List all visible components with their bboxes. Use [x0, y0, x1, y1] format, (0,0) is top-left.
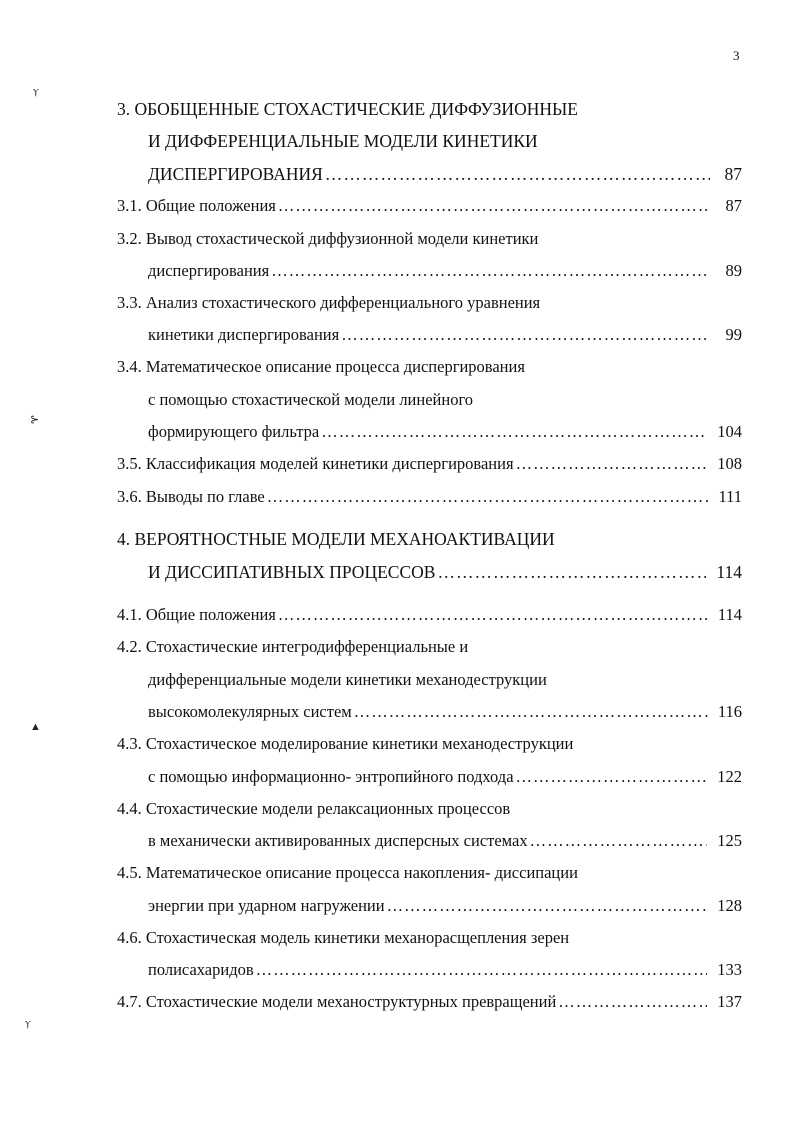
toc-entry[interactable] [117, 196, 742, 216]
toc-entry[interactable] [148, 164, 742, 184]
toc-page-number: 108 [717, 454, 742, 473]
dot-leader [325, 164, 710, 184]
toc-page-number: 125 [717, 831, 742, 850]
toc-entry[interactable] [148, 767, 742, 787]
toc-entry-text: 4.4. Стохастические модели релаксационных процессов [117, 799, 511, 818]
margin-mark: ⲩ [25, 1017, 31, 1029]
toc-entry-text: высокомолекулярных систем [148, 702, 352, 721]
toc-page-number: 116 [717, 702, 742, 721]
toc-entry-text: 4.1. Общие положения [117, 605, 276, 624]
dot-leader [278, 196, 710, 216]
toc-entry[interactable] [117, 863, 742, 883]
toc-entry[interactable] [117, 928, 742, 948]
toc-entry-text: 4. ВЕРОЯТНОСТНЫЕ МОДЕЛИ МЕХАНОАКТИВАЦИИ [117, 529, 555, 549]
dot-leader [278, 605, 708, 625]
toc-entry-text: 3.3. Анализ стохастического дифференциального уравнения [117, 293, 541, 312]
toc-page-number: 87 [724, 164, 742, 184]
toc-entry-text: 3. ОБОБЩЕННЫЕ СТОХАСТИЧЕСКИЕ ДИФФУЗИОННЫЕ [117, 99, 578, 119]
toc-entry-text: с помощью стохастической модели линейного [148, 390, 474, 409]
toc-entry-text: с помощью информационно- энтропийного подхода [148, 767, 514, 786]
toc-page-number: 137 [717, 992, 742, 1011]
toc-entry-text: 4.6. Стохастическая модель кинетики механорасщепления зерен [117, 928, 570, 947]
toc-page-number: 87 [725, 196, 742, 215]
toc-entry-text: ДИСПЕРГИРОВАНИЯ [148, 164, 323, 184]
page-number: 3 [733, 48, 740, 63]
toc-entry[interactable] [117, 293, 742, 313]
toc-page-number: 133 [717, 960, 742, 979]
toc-chapter-title [148, 131, 742, 151]
margin-mark: ⊱ [30, 414, 40, 426]
dot-leader [516, 767, 708, 787]
toc-entry-text: 3.6. Выводы по главе [117, 487, 265, 506]
toc-entry-text: дифференциальные модели кинетики механодеструкции [148, 670, 547, 689]
toc-entry[interactable] [117, 734, 742, 754]
toc-entry[interactable] [148, 960, 742, 980]
toc-entry-text: И ДИССИПАТИВНЫХ ПРОЦЕССОВ [148, 562, 436, 582]
toc-entry-text: полисахаридов [148, 960, 254, 979]
toc-page-number: 114 [717, 605, 742, 624]
toc-entry[interactable] [148, 670, 742, 690]
toc-entry-text: 4.5. Математическое описание процесса накопления- диссипации [117, 863, 578, 882]
toc-entry-text: энергии при ударном нагружении [148, 896, 385, 915]
toc-entry-text: кинетики диспергирования [148, 325, 340, 344]
toc-entry-text: 3.5. Классификация моделей кинетики диспергирования [117, 454, 514, 473]
toc-entry[interactable] [148, 390, 742, 410]
toc-entry[interactable] [117, 487, 742, 507]
dot-leader [558, 992, 707, 1012]
dot-leader [530, 831, 708, 851]
toc-entry[interactable] [117, 605, 742, 625]
toc-page-number: 99 [725, 325, 742, 344]
toc-entry-text: 3.1. Общие положения [117, 196, 276, 215]
toc-entry[interactable] [148, 831, 742, 851]
toc-page-number: 122 [717, 767, 742, 786]
toc-page-number: 104 [717, 422, 742, 441]
toc-page-number: 89 [725, 261, 742, 280]
toc-entry-text: 4.3. Стохастическое моделирование кинетики механодеструкции [117, 734, 574, 753]
toc-entry[interactable] [148, 562, 742, 582]
toc-entry-text: И ДИФФЕРЕНЦИАЛЬНЫЕ МОДЕЛИ КИНЕТИКИ [148, 131, 538, 151]
dot-leader [354, 702, 708, 722]
toc-entry[interactable] [148, 422, 742, 442]
toc-chapter-title [117, 99, 742, 119]
toc-entry[interactable] [117, 229, 742, 249]
toc-entry[interactable] [117, 637, 742, 657]
dot-leader [271, 261, 710, 281]
margin-mark: ▲ [30, 721, 41, 733]
toc-entry[interactable] [148, 325, 742, 345]
toc-entry-text: 3.4. Математическое описание процесса диспергирования [117, 357, 525, 376]
dot-leader [256, 960, 708, 980]
toc-entry[interactable] [117, 454, 742, 474]
toc-page-number: 128 [717, 896, 742, 915]
toc-entry[interactable] [148, 261, 742, 281]
toc-entry-text: 4.2. Стохастические интегродифференциальные и [117, 637, 469, 656]
dot-leader [341, 325, 710, 345]
dot-leader [321, 422, 707, 442]
dot-leader [516, 454, 708, 474]
toc-entry-text: 3.2. Вывод стохастической диффузионной модели кинетики [117, 229, 539, 248]
toc-entry-text: 4.7. Стохастические модели механоструктурных превращений [117, 992, 557, 1011]
toc-entry[interactable] [148, 896, 742, 916]
toc-chapter-title [117, 529, 742, 549]
toc-entry[interactable] [117, 992, 742, 1012]
toc-entry-text: диспергирования [148, 261, 270, 280]
toc-entry[interactable] [148, 702, 742, 722]
dot-leader [387, 896, 708, 916]
toc-entry-text: формирующего фильтра [148, 422, 320, 441]
dot-leader [267, 487, 709, 507]
toc-page-number: 114 [716, 562, 742, 582]
toc-page-number: 111 [718, 487, 742, 506]
margin-mark: ⲩ [33, 85, 39, 97]
toc-entry[interactable] [117, 357, 742, 377]
toc-entry-text: в механически активированных дисперсных системах [148, 831, 528, 850]
toc-entry[interactable] [117, 799, 742, 819]
dot-leader [437, 562, 706, 582]
